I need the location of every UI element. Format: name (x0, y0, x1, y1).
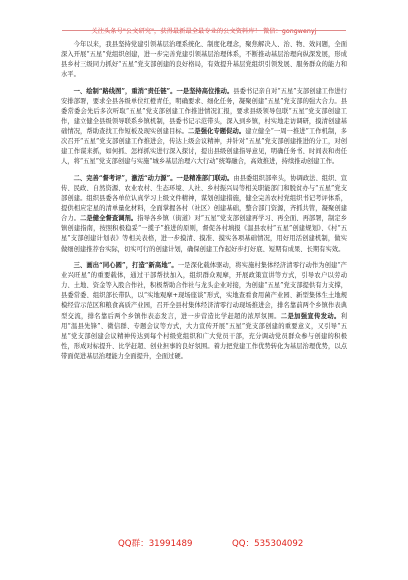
paragraph-text: 指导各乡镇（街道）对“五星”党支部创建再学习、再全面、再部署，制定乡镇创建指南，按照积极稳妥“一揽子”推进的原则，督促各村填报《温县农村“五星”创建规划》、《村“五星”支部创建计划表》等相关表格，进一步摸清、摸准、摸实各项基础情况，用好用活创建机制，做实做细创建推荐台实际，切实可行的创建计划，确保创建工作起好步打好底、短期有成果、长期有实效。 (61, 215, 347, 253)
section-heading: 二、完善“督考评”，激活“动力源”。一是精准部门联动。 (73, 174, 234, 182)
paragraph-intro (61, 40, 347, 80)
page-header (0, 18, 408, 37)
paragraph-text: 由县委组织部牵头，协调政法、组织、宣传、民政、自然资源、农业农村、生态环境、人社、乡村振兴局等相关职能部门和脱贫办与“五星”党支部创建。组织县委各单位认真学习上级文件精神，谋划创建措施，健全完善农村党组织书记考评体系，提供相应定星的清单量化材料，全面掌握各村（社区）创建基础，整合部门资源，齐抓共管，凝聚创建合力。 (61, 174, 348, 223)
subheading: 二是加强宣传发动。 (280, 312, 341, 320)
qq-group-number: QQ群：31991489 (118, 539, 193, 549)
paragraph-section-2 (61, 174, 347, 255)
paragraph-section-1 (61, 87, 347, 168)
paragraph-text: 一是深化载体驱动，将实施村集体经济清零行动作为创建“产业兴旺星”的重要载体，通过干部帮扶加入，组织群众观摩，开展政策宣讲等方式，引导农户以劳动力、土地、资金等入股合作社，积极帮助合作社与龙头企业对接，为创建“五星”党支部提供有力支撑，县委常委、组织部长带队，以“实地观摩+现场座谈”形式，实地查看食用菌产业园、新型集体生土地规模经营示范区和粮食高质产业园，召开全县村集体经济清零行动现场推进会，排名靠前两个乡镇作表典型交流，排名靠后两个乡镇作表态发言，进一步营造比学赶超的浓厚氛围。 (61, 262, 347, 320)
section-heading: 一、绘制“路线图”，重消“责任链”。一是坚持高位推动。 (73, 87, 234, 95)
document-body (61, 40, 347, 362)
header-notice: 关注头条号"公文研究"，获得最新最全最专业的公文资料库！ 微信：gongwenyj (91, 28, 317, 35)
section-heading: 三、画出“同心圆”，打造“新高地”。 (73, 262, 178, 270)
header-divider (62, 30, 346, 31)
subheading: 二是强化专题促动。 (188, 128, 246, 136)
subheading: 二是健全督查调剂。 (80, 215, 138, 223)
paragraph-text: 县委书记亲自对“五星”支部创建工作进行安排部署，要求全县各级单位红橙青任，明确要求、细化任务，凝聚创建“五星”党支部的强大合力。县委常委会先后多次听取“五星”党支部创建工作推进情况汇报，要求县级领导包联“五星”党支部创建工作，建立健全县级领导联系乡镇机制，县委书记示范带头，深入到乡镇，村实地走访调研，摸清创建基础情况，帮助查找工作短板及现实创建目标。 (61, 87, 347, 136)
paragraph-text: 今年以来，我县坚持党建引领基层治理系统化、制度化理念，聚焦解决人、治、物、效问题，全面深入开展“五星”党组织创建，进一步完善党建引领基层治理体系，不断推动基层治理向纵深发展，形成县乡村三级同力抓好“五星”党支部创建的良好格局，有效提升基层党组织引领发展、服务群众的能力和水平。 (61, 41, 347, 79)
paragraph-text: 利用“温县先锋”、微信群、专题会议等方式，大力宣传开展“五星”党支部创建的重要意义，又引导“五星”党支部创建会议精神传达到每个村级党组织和广大党员干部，充分调动党员群众参与创建的积极性，形成对标提升、比学赶超、创业担事的良好氛围。着力把党建工作优势转化为基层治理优势，以点带面促进基层治理能力全面提升，全面过硬。 (61, 312, 348, 360)
paragraph-section-3 (61, 261, 347, 362)
paragraph-text: 建立健全“一周一推进”工作机制，多次召开“五星”党支部创建工作推进会，传达上级会议精神，并针对“五星”党支部创建推进的分工，对创建工作谋来抓，如何抓、怎样抓实进行深入探讨，提出县级创建指导意见，明确任务书、时间表和责任人，将“五星”党支部创建与实施“城乡基层治理六大行动”统筹融合，高效推进，持续推动创建工作。 (61, 128, 347, 166)
qq-contact-number: QQ：535304092 (232, 539, 304, 549)
